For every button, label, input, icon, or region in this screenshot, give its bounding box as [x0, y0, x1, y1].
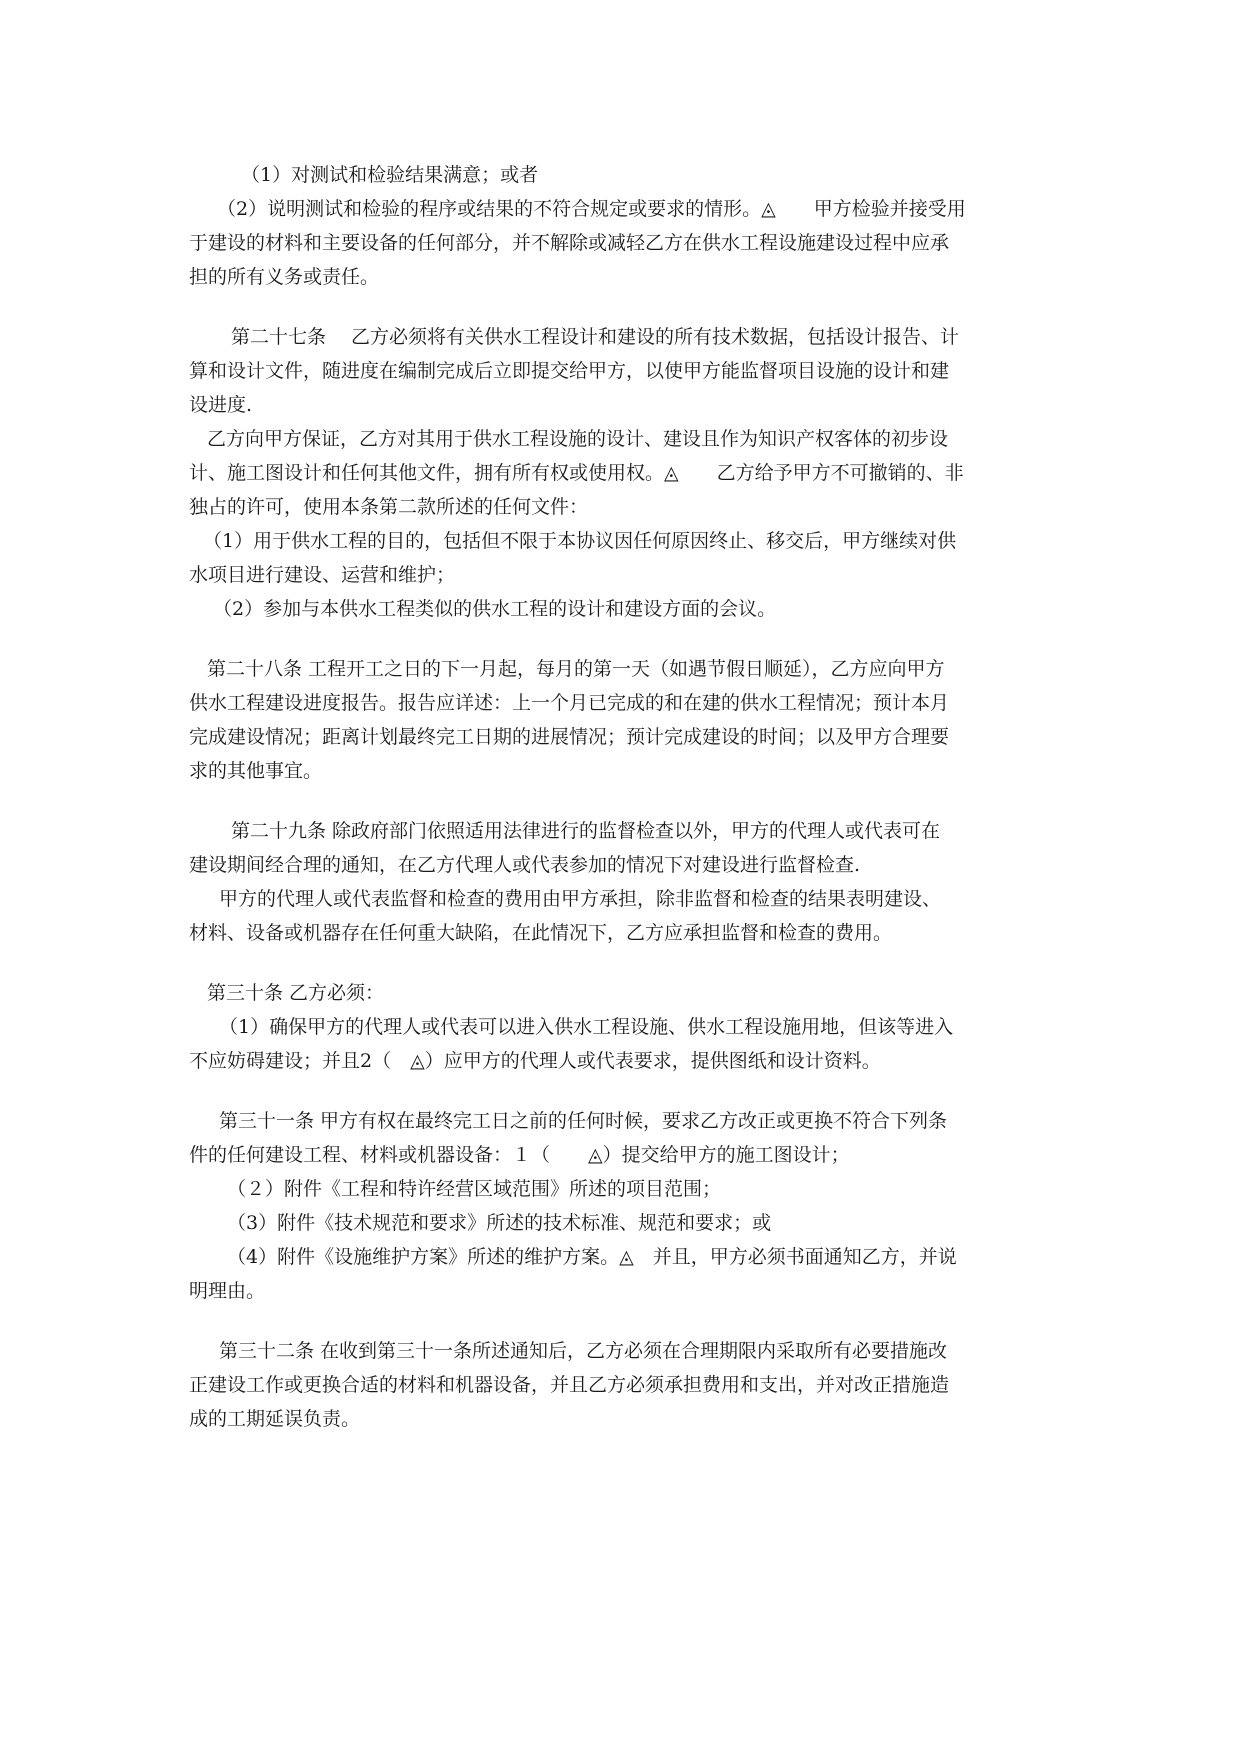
text-line: （3）附件《技术规范和要求》所述的技术标准、规范和要求；或 [227, 1212, 772, 1234]
paragraph-p-art-27-use-1 [189, 524, 1056, 592]
text-line: （2）参加与本供水工程类似的供水工程的设计和建设方面的会议。 [213, 598, 777, 620]
text-line: （1）用于供水工程的目的，包括但不限于本协议因任何原因终止、移交后，甲方继续对供 [203, 530, 957, 552]
text-line: 设进度. [189, 394, 253, 416]
text-line: 求的其他事宜。 [189, 760, 323, 782]
paragraph-spacer [189, 294, 1056, 320]
paragraph-p-art-27 [189, 320, 1056, 422]
text-line: 建设期间经合理的通知，在乙方代理人或代表参加的情况下对建设进行监督检查. [189, 854, 861, 876]
paragraph-p-art-27-warranty [189, 422, 1056, 524]
text-line: 完成建设情况；距离计划最终完工日期的进展情况；预计完成建设的时间；以及甲方合理要 [189, 726, 950, 748]
paragraph-p-art-31 [189, 1104, 1056, 1172]
text-line: 第三十一条 甲方有权在最终完工日之前的任何时候，要求乙方改正或更换不符合下列条 [219, 1110, 948, 1132]
paragraph-p-art-31-3 [189, 1206, 1056, 1240]
paragraph-p-art-32 [189, 1334, 1056, 1436]
paragraph-p-cond-1 [189, 158, 1056, 192]
text-line: 计、施工图设计和任何其他文件，拥有所有权或使用权。◬ 乙方给予甲方不可撤销的、非 [189, 462, 964, 484]
text-line: 材料、设备或机器存在任何重大缺陷，在此情况下，乙方应承担监督和检查的费用。 [189, 922, 893, 944]
text-line: 于建设的材料和主要设备的任何部分，并不解除或减轻乙方在供水工程设施建设过程中应承 [189, 232, 950, 254]
paragraph-p-art-29 [189, 814, 1056, 882]
paragraph-p-art-27-use-2 [189, 592, 1056, 626]
text-line: 算和设计文件，随进度在编制完成后立即提交给甲方，以使甲方能监督项目设施的设计和建 [189, 360, 950, 382]
paragraph-spacer [189, 626, 1056, 652]
text-line: （1）确保甲方的代理人或代表可以进入供水工程设施、供水工程设施用地，但该等进入 [219, 1016, 954, 1038]
paragraph-p-art-29-cost [189, 882, 1056, 950]
text-line: 担的所有义务或责任。 [189, 266, 380, 288]
paragraph-spacer [189, 788, 1056, 814]
text-line: 第三十条 乙方必须： [207, 982, 385, 1004]
text-line: 乙方向甲方保证，乙方对其用于供水工程设施的设计、建设且作为知识产权客体的初步设 [207, 428, 949, 450]
text-line: 水项目进行建设、运营和维护； [189, 564, 456, 586]
text-line: 第三十二条 在收到第三十一条所述通知后，乙方必须在合理期限内采取所有必要措施改 [219, 1340, 948, 1362]
paragraph-p-art-30-1 [189, 1010, 1056, 1078]
text-line: 独占的许可，使用本条第二款所述的任何文件： [189, 496, 589, 518]
text-line: （２）附件《工程和特许经营区域范围》所述的项目范围； [227, 1178, 722, 1200]
paragraph-p-art-31-4 [189, 1240, 1056, 1308]
paragraph-p-art-31-2 [189, 1172, 1056, 1206]
text-line: 第二十九条 除政府部门依照适用法律进行的监督检查以外，甲方的代理人或代表可在 [231, 820, 941, 842]
paragraph-spacer [189, 1308, 1056, 1334]
paragraph-spacer [189, 1078, 1056, 1104]
text-line: 不应妨碍建设；并且2（ ◬）应甲方的代理人或代表要求，提供图纸和设计资料。 [189, 1050, 881, 1072]
text-line: （4）附件《设施维护方案》所述的维护方案。◬ 并且，甲方必须书面通知乙方，并说 [227, 1246, 957, 1268]
text-line: （2）说明测试和检验的程序或结果的不符合规定或要求的情形。◬ 甲方检验并接受用 [217, 198, 966, 220]
text-line: （1）对测试和检验结果满意；或者 [241, 164, 539, 186]
text-line: 供水工程建设进度报告。报告应详述：上一个月已完成的和在建的供水工程情况；预计本月 [189, 692, 950, 714]
paragraph-p-cond-2 [189, 192, 1056, 294]
text-line: 件的任何建设工程、材料或机器设备：１（ ◬）提交给甲方的施工图设计； [189, 1144, 850, 1166]
document-body [189, 158, 1056, 1436]
paragraph-p-art-28 [189, 652, 1056, 788]
text-line: 甲方的代理人或代表监督和检查的费用由甲方承担，除非监督和检查的结果表明建设、 [219, 888, 942, 910]
text-line: 成的工期延误负责。 [189, 1408, 361, 1430]
text-line: 明理由。 [189, 1280, 266, 1302]
paragraph-spacer [189, 950, 1056, 976]
text-line: 第二十七条 乙方必须将有关供水工程设计和建设的所有技术数据，包括设计报告、计 [231, 326, 960, 348]
paragraph-p-art-30 [189, 976, 1056, 1010]
text-line: 正建设工作或更换合适的材料和机器设备，并且乙方必须承担费用和支出，并对改正措施造 [189, 1374, 950, 1396]
text-line: 第二十八条 工程开工之日的下一月起，每月的第一天（如遇节假日顺延），乙方应向甲方 [207, 658, 945, 680]
